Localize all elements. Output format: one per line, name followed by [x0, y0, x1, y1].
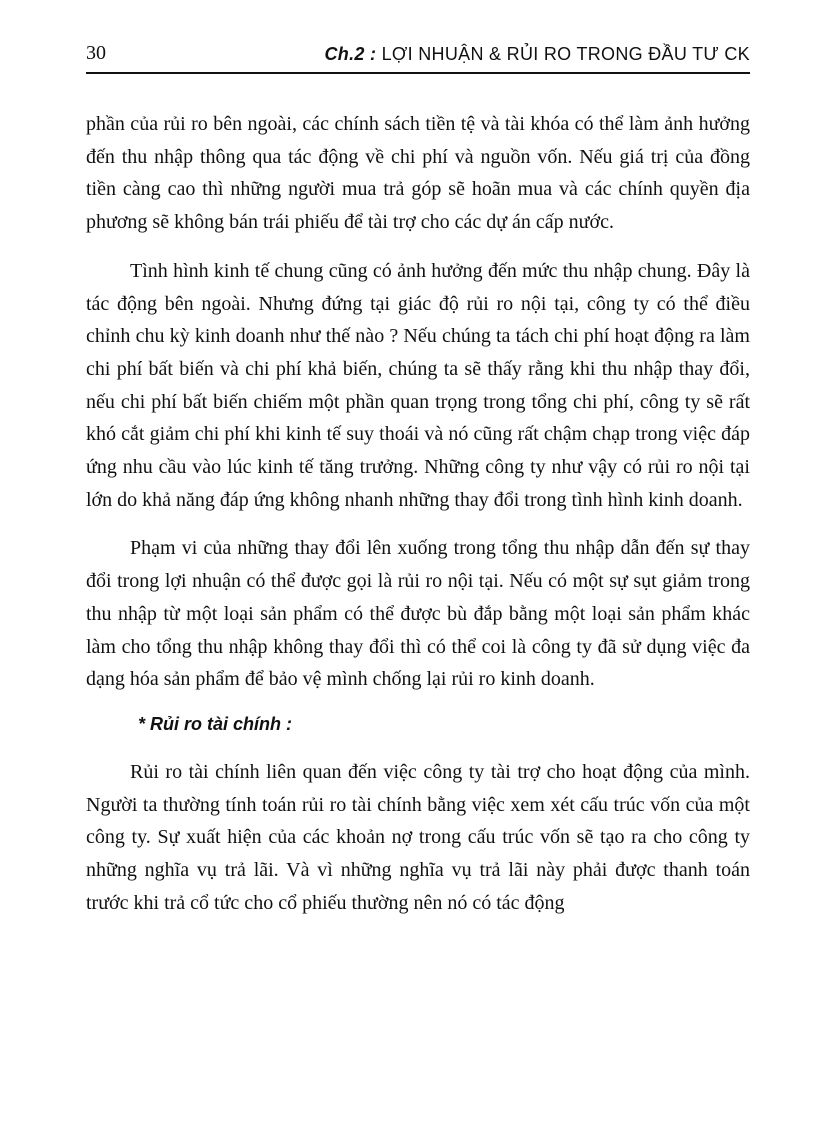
- section-heading: * Rủi ro tài chính :: [138, 713, 293, 734]
- running-title: [324, 44, 750, 65]
- page-header: [86, 40, 750, 74]
- paragraph-1: phần của rủi ro bên ngoài, các chính sách tiền tệ và tài khóa có thể làm ảnh hưởng đến thu nhập thông qua tác động về chi phí và nguồn vốn. Nếu giá trị của đồng tiền càng cao thì những người mua trả góp sẽ hoãn mua và các chính quyền địa phương sẽ không bán trái phiếu để tài trợ cho các dự án cấp nước.: [86, 113, 750, 234]
- page-number: 30: [86, 42, 106, 64]
- paragraph-3: Phạm vi của những thay đổi lên xuống trong tổng thu nhập dẫn đến sự thay đổi trong lợi nhuận có thể được gọi là rủi ro nội tại. Nếu có một sự sụt giảm trong thu nhập từ một loại sản phẩm có thể được bù đắp bằng một loại sản phẩm khác làm cho tổng thu nhập không thay đổi thì có thể coi là công ty đã sử dụng việc đa dạng hóa sản phẩm để bảo vệ mình chống lại rủi ro kinh doanh.: [86, 537, 750, 691]
- chapter-label: Ch.2 :: [324, 44, 377, 64]
- paragraph-4: Rủi ro tài chính liên quan đến việc công ty tài trợ cho hoạt động của mình. Người ta thường tính toán rủi ro tài chính bằng việc xem xét cấu trúc vốn của một công ty. Sự xuất hiện của các khoản nợ trong cấu trúc vốn sẽ tạo ra cho công ty những nghĩa vụ trả lãi. Và vì những nghĩa vụ trả lãi này phải được thanh toán trước khi trả cổ tức cho cổ phiếu thường nên nó có tác động: [86, 760, 750, 914]
- body-text: [86, 108, 750, 935]
- paragraph-2: Tình hình kinh tế chung cũng có ảnh hưởng đến mức thu nhập chung. Đây là tác động bên ngoài. Nhưng đứng tại giác độ rủi ro nội tại, công ty có thể điều chỉnh chu kỳ kinh doanh như thế nào ? Nếu chúng ta tách chi phí hoạt động ra làm chi phí bất biến và chi phí khả biến, chúng ta sẽ thấy rằng khi thu nhập thay đổi, nếu chi phí bất biến chiếm một phần quan trọng trong tổng chi phí, công ty sẽ rất khó cắt giảm chi phí khi kinh tế suy thoái và nó cũng rất chậm chạp trong việc đáp ứng nhu cầu vào lúc kinh tế tăng trưởng. Những công ty như vậy có rủi ro nội tại lớn do khả năng đáp ứng không nhanh những thay đổi trong tình hình kinh doanh.: [86, 259, 750, 511]
- chapter-title: LỢI NHUẬN & RỦI RO TRONG ĐẦU TƯ CK: [381, 44, 750, 64]
